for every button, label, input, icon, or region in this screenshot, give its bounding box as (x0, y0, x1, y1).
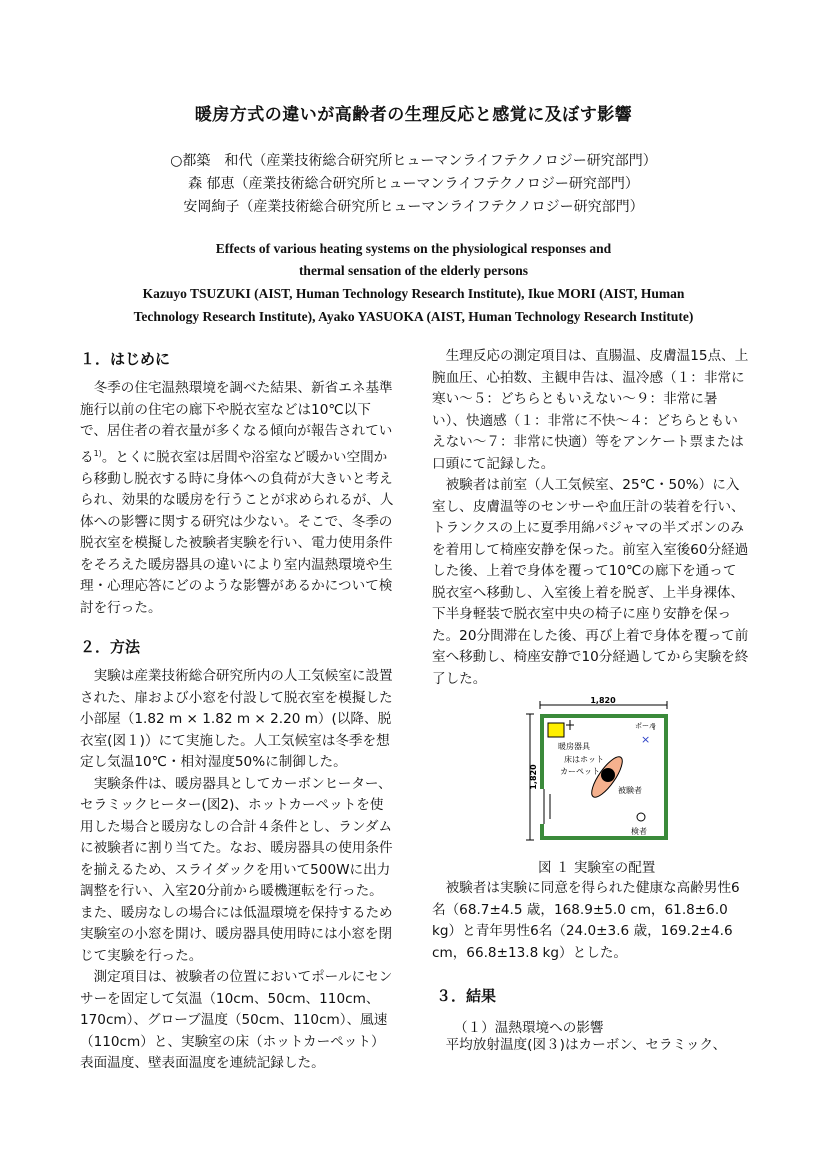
method-paragraph-3: 測定項目は、被験者の位置においてポールにセンサーを固定して気温（10cm、50cm、110cm、170cm）、グローブ温度（50cm、110cm）、風速（110cm）と、実験室の床（ホットカーペット）表面温度、壁表面温度を連続記録した。 (80, 969, 393, 1071)
intro-paragraph: 冬季の住宅温熱環境を調べた結果、新省エネ基準施行以前の住宅の廊下や脱衣室などは10℃以下で、居住者の着衣量が多くなる傾向が報告されている$^{1)}$。とくに脱衣室は居間や浴室など暖かい空間から移動し脱衣する時に身体への負荷が大きいと考えられ、効果的な暖房を行うことが求められるが、人体への影響に関する研究は少ない。そこで、冬季の脱衣室を模擬した被験者実験を行い、電力使用条件をそろえた暖房器具の違いにより室内温熱環境や生理・心理応答にどのような影響があるかについて検討を行った。 (80, 380, 394, 616)
method-heading: ２．方法 (80, 638, 141, 656)
author-line-1: ○都築 和代（産業技術総合研究所ヒューマンライフテクノロジー研究部門） (170, 153, 657, 169)
heater-label: 暖房器具 (558, 742, 590, 751)
reference-sup: 1) (93, 448, 102, 458)
figure-1-caption: 図 １ 実験室の配置 (538, 860, 656, 876)
right-column-top (432, 346, 750, 690)
method-paragraph-2: 実験条件は、暖房器具としてカーボンヒーター、セラミックヒーター(図2)、ホットカーペットを使用した場合と暖房なしの合計４条件とし、ランダムに被験者に割り当てた。なお、暖房器具の使用条件を揃えるため、スライダックを用いて500Wに出力調整を行い、入室20分前から暖機運転を行った。また、暖房なしの場合には低温環境を保持するため実験室の小窓を開け、暖房器具使用時には小窓を閉じて実験を行った。 (80, 775, 393, 964)
results-heading: ３．結果 (436, 987, 497, 1005)
pole-label: ポール (635, 722, 656, 730)
english-authors-line-2: Technology Research Institute), Ayako YASUOKA (AIST, Human Technology Research Institute) (133, 309, 694, 324)
figure-1-room-layout (520, 694, 680, 846)
carpet-label-1: 床はホット (564, 755, 604, 764)
author-line-3: 安岡絢子（産業技術総合研究所ヒューマンライフテクノロジー研究部門） (183, 199, 644, 215)
english-authors-line-1: Kazuyo TSUZUKI (AIST, Human Technology Research Institute), Ikue MORI (AIST, Human (142, 286, 685, 301)
pole-marker-icon: × (641, 733, 651, 746)
results-subheading: （１）温熱環境への影響 (454, 1020, 604, 1036)
results-paragraph: 平均放射温度(図３)はカーボン、セラミック、 (445, 1037, 727, 1053)
heater-square (548, 723, 564, 737)
intro-section (80, 378, 395, 619)
carpet-label-2: カーペット (560, 767, 600, 776)
dimension-label-height: 1,820 (529, 764, 538, 790)
procedure-paragraph: 被験者は前室（人工気候室、25℃・50%）に入室し、皮膚温等のセンサーや血圧計の装着を行い、トランクスの上に夏季用綿パジャマの半ズボンのみを着用して椅座安静を保った。前室入室後60分経過した後、上着で身体を覆って10℃の廊下を通って脱衣室へ移動し、入室後上着を脱ぎ、上半身裸体、下半身軽装で脱衣室中央の椅子に座り安静を保った。20分間滞在した後、再び上着で身体を覆って前室へ移動し、椅座安静で10分経過してから実験を終了した。 (432, 477, 749, 687)
subject-position-icon (601, 768, 615, 782)
paper-title: 暖房方式の違いが高齢者の生理反応と感覚に及ぼす影響 (194, 105, 633, 125)
subjects-section (432, 878, 750, 964)
author-line-2: 森 郁恵（産業技術総合研究所ヒューマンライフテクノロジー研究部門） (188, 176, 639, 192)
intro-heading: １．はじめに (80, 350, 171, 368)
dimension-label-width: 1,820 (590, 696, 616, 705)
method-paragraph-1: 実験は産業技術総合研究所内の人工気候室に設置された、扉および小窓を付設して脱衣室を模擬した小部屋（1.82 m × 1.82 m × 2.20 m）(以降、脱衣室(図１)）にて実施した。人工気候室は冬季を想定し気温10℃・相対湿度50%に制御した。 (80, 668, 393, 770)
subject-label: 被験者 (618, 786, 642, 795)
english-title-line-2: thermal sensation of the elderly persons (298, 263, 529, 278)
measurement-paragraph: 生理反応の測定項目は、直腸温、皮膚温15点、上腕血圧、心拍数、主観申告は、温冷感（１：非常に寒い～５：どちらともいえない～９：非常に暑い）、快適感（１：非常に不快～４：どちらともいえない～７：非常に快適）等をアンケート票または口頭にて記録した。 (432, 348, 749, 472)
method-section (80, 666, 395, 1075)
subjects-paragraph: 被験者は実験に同意を得られた健康な高齢男性6名（68.7±4.5 歳，168.9±5.0 cm，61.8±6.0 kg）と青年男性6名（24.0±3.6 歳，169.2±4.6 cm，66.8±13.8 kg）とした。 (432, 880, 740, 961)
english-title-line-1: Effects of various heating systems on the physiological responses and (215, 241, 612, 256)
inspector-label: 検者 (631, 827, 647, 836)
results-section (432, 1035, 750, 1057)
inspector-position-icon (637, 813, 645, 821)
